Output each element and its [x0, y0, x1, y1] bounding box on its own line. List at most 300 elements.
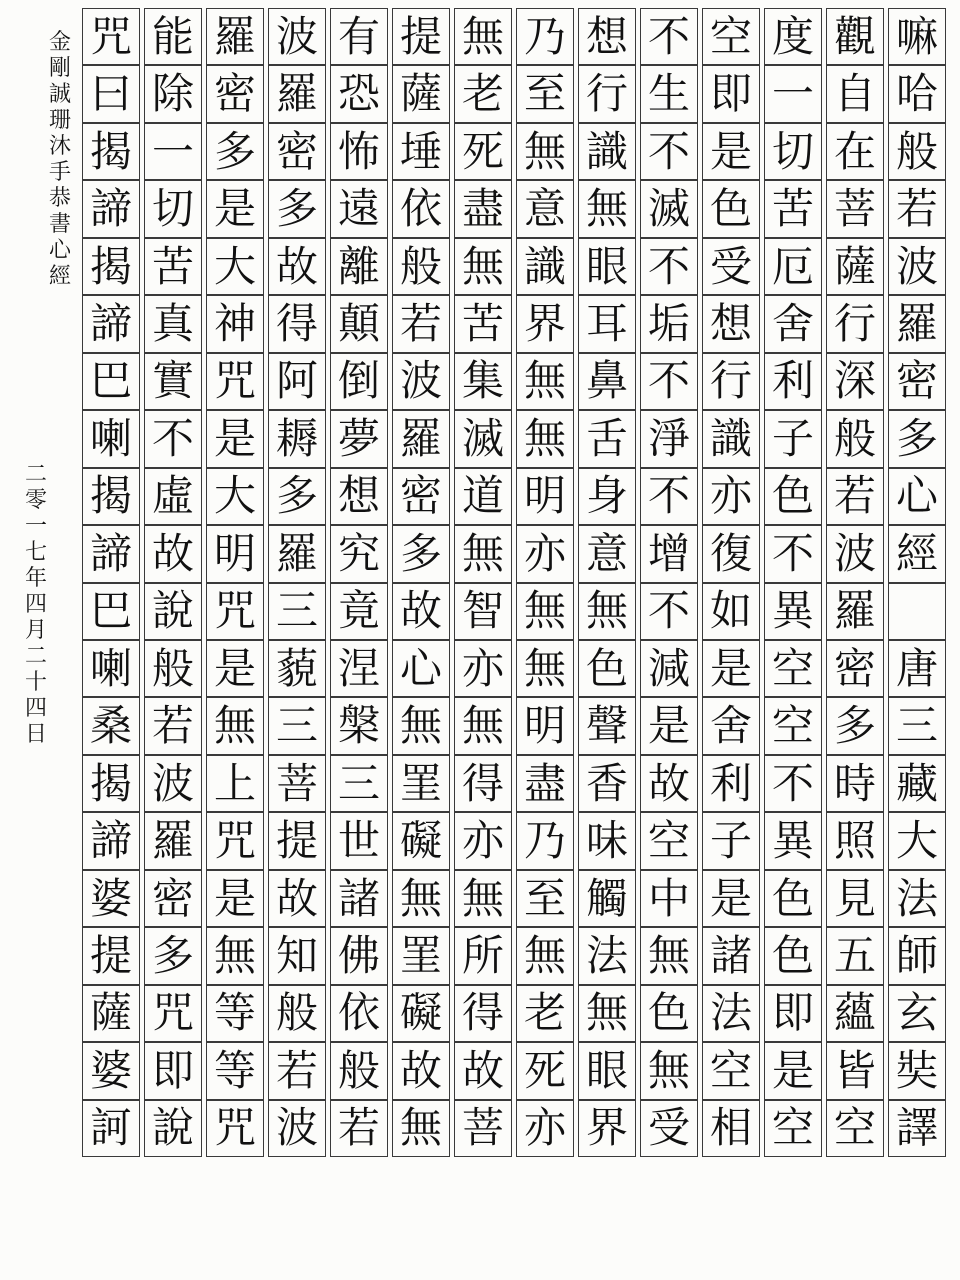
- grid-cell: 法: [578, 927, 636, 984]
- grid-cell: 子: [702, 812, 760, 869]
- grid-cell: 集: [454, 353, 512, 410]
- grid-cell: 能: [144, 8, 202, 65]
- grid-column: [702, 8, 760, 1272]
- grid-cell: 乃: [516, 812, 574, 869]
- grid-column: [888, 8, 946, 1272]
- grid-cell: 大: [206, 238, 264, 295]
- grid-cell: 異: [764, 583, 822, 640]
- grid-column: [764, 8, 822, 1272]
- grid-cell: 時: [826, 755, 884, 812]
- grid-cell: 唐: [888, 640, 946, 697]
- grid-cell: 說: [144, 1100, 202, 1157]
- grid-cell: 等: [206, 1042, 264, 1099]
- grid-cell: 苦: [764, 180, 822, 237]
- grid-cell: 咒: [82, 8, 140, 65]
- grid-cell: 咒: [206, 1100, 264, 1157]
- grid-cell: 多: [392, 525, 450, 582]
- grid-cell: 喇: [82, 640, 140, 697]
- grid-cell: 波: [392, 353, 450, 410]
- grid-cell: 若: [268, 1042, 326, 1099]
- grid-cell: 般: [330, 1042, 388, 1099]
- grid-cell: 不: [640, 238, 698, 295]
- grid-cell: 依: [392, 180, 450, 237]
- grid-cell: 色: [764, 468, 822, 525]
- grid-cell: 若: [826, 468, 884, 525]
- grid-cell: [888, 583, 946, 640]
- grid-cell: 是: [206, 870, 264, 927]
- grid-cell: 亦: [454, 640, 512, 697]
- grid-cell: 眼: [578, 238, 636, 295]
- grid-cell: 亦: [516, 525, 574, 582]
- grid-cell: 菩: [268, 755, 326, 812]
- grid-cell: 般: [826, 410, 884, 467]
- grid-cell: 奘: [888, 1042, 946, 1099]
- grid-cell: 色: [578, 640, 636, 697]
- grid-cell: 意: [516, 180, 574, 237]
- grid-cell: 譯: [888, 1100, 946, 1157]
- signature-char: 金: [48, 30, 71, 55]
- grid-cell: 密: [268, 123, 326, 180]
- grid-cell: 法: [702, 985, 760, 1042]
- grid-cell: 故: [392, 583, 450, 640]
- signature-char: 誠: [48, 82, 71, 107]
- grid-cell: 老: [516, 985, 574, 1042]
- grid-column: [578, 8, 636, 1272]
- grid-cell: 無: [454, 238, 512, 295]
- grid-cell: 藏: [888, 755, 946, 812]
- grid-cell: 罣: [392, 755, 450, 812]
- grid-cell: 切: [764, 123, 822, 180]
- grid-cell: 不: [764, 525, 822, 582]
- grid-cell: 盡: [516, 755, 574, 812]
- grid-cell: 曰: [82, 65, 140, 122]
- signature-char: 手: [48, 160, 71, 185]
- signature-char: 二: [24, 462, 47, 487]
- grid-cell: 真: [144, 295, 202, 352]
- signature-char: 零: [24, 488, 47, 513]
- grid-cell: 不: [640, 353, 698, 410]
- grid-cell: 照: [826, 812, 884, 869]
- grid-cell: 實: [144, 353, 202, 410]
- grid-cell: 是: [702, 123, 760, 180]
- grid-cell: 恐: [330, 65, 388, 122]
- grid-cell: 無: [516, 410, 574, 467]
- grid-cell: 所: [454, 927, 512, 984]
- grid-cell: 密: [826, 640, 884, 697]
- grid-cell: 桑: [82, 697, 140, 754]
- grid-cell: 無: [392, 697, 450, 754]
- grid-cell: 波: [144, 755, 202, 812]
- grid-cell: 提: [392, 8, 450, 65]
- grid-cell: 故: [144, 525, 202, 582]
- grid-cell: 無: [516, 640, 574, 697]
- signature-char: 一: [24, 514, 47, 539]
- grid-cell: 無: [454, 870, 512, 927]
- grid-cell: 空: [764, 697, 822, 754]
- grid-cell: 心: [888, 468, 946, 525]
- grid-cell: 羅: [268, 525, 326, 582]
- grid-cell: 老: [454, 65, 512, 122]
- grid-cell: 三: [268, 583, 326, 640]
- grid-cell: 識: [702, 410, 760, 467]
- signature-block: [26, 30, 70, 1270]
- grid-cell: 遠: [330, 180, 388, 237]
- grid-cell: 行: [702, 353, 760, 410]
- grid-cell: 竟: [330, 583, 388, 640]
- grid-cell: 波: [826, 525, 884, 582]
- grid-cell: 故: [392, 1042, 450, 1099]
- grid-cell: 波: [268, 1100, 326, 1157]
- grid-column: [454, 8, 512, 1272]
- grid-column: [826, 8, 884, 1272]
- signature-line-date: [24, 462, 48, 748]
- grid-cell: 礙: [392, 812, 450, 869]
- grid-cell: 明: [206, 525, 264, 582]
- grid-cell: 無: [454, 697, 512, 754]
- grid-cell: 揭: [82, 123, 140, 180]
- grid-cell: 五: [826, 927, 884, 984]
- grid-cell: 觀: [826, 8, 884, 65]
- grid-cell: 受: [702, 238, 760, 295]
- grid-cell: 般: [144, 640, 202, 697]
- grid-cell: 揭: [82, 755, 140, 812]
- grid-cell: 見: [826, 870, 884, 927]
- grid-column: [268, 8, 326, 1272]
- grid-cell: 香: [578, 755, 636, 812]
- grid-cell: 淨: [640, 410, 698, 467]
- grid-cell: 羅: [888, 295, 946, 352]
- grid-cell: 亦: [454, 812, 512, 869]
- grid-cell: 法: [888, 870, 946, 927]
- grid-cell: 諦: [82, 525, 140, 582]
- grid-cell: 羅: [392, 410, 450, 467]
- grid-cell: 玄: [888, 985, 946, 1042]
- grid-cell: 明: [516, 468, 574, 525]
- grid-cell: 即: [144, 1042, 202, 1099]
- signature-char: 十: [24, 670, 47, 695]
- grid-cell: 想: [330, 468, 388, 525]
- grid-cell: 異: [764, 812, 822, 869]
- grid-cell: 密: [392, 468, 450, 525]
- signature-char: 日: [24, 722, 47, 747]
- grid-cell: 般: [888, 123, 946, 180]
- grid-cell: 鼻: [578, 353, 636, 410]
- grid-cell: 提: [268, 812, 326, 869]
- grid-cell: 色: [702, 180, 760, 237]
- signature-char: 年: [24, 566, 47, 591]
- signature-char: 剛: [48, 56, 71, 81]
- grid-cell: 揭: [82, 468, 140, 525]
- grid-cell: 諦: [82, 295, 140, 352]
- signature-char: 書: [48, 212, 71, 237]
- grid-cell: 死: [454, 123, 512, 180]
- grid-cell: 知: [268, 927, 326, 984]
- signature-char: 恭: [48, 186, 71, 211]
- grid-cell: 耨: [268, 410, 326, 467]
- grid-cell: 界: [578, 1100, 636, 1157]
- grid-cell: 想: [702, 295, 760, 352]
- signature-char: 四: [24, 696, 47, 721]
- grid-cell: 菩: [454, 1100, 512, 1157]
- grid-column: [392, 8, 450, 1272]
- grid-cell: 離: [330, 238, 388, 295]
- grid-cell: 婆: [82, 870, 140, 927]
- grid-cell: 識: [516, 238, 574, 295]
- grid-cell: 行: [826, 295, 884, 352]
- grid-cell: 般: [268, 985, 326, 1042]
- grid-cell: 不: [764, 755, 822, 812]
- grid-cell: 蘊: [826, 985, 884, 1042]
- grid-cell: 依: [330, 985, 388, 1042]
- grid-cell: 師: [888, 927, 946, 984]
- grid-cell: 心: [392, 640, 450, 697]
- grid-cell: 無: [578, 180, 636, 237]
- grid-cell: 諦: [82, 812, 140, 869]
- grid-cell: 羅: [144, 812, 202, 869]
- grid-cell: 盡: [454, 180, 512, 237]
- grid-cell: 想: [578, 8, 636, 65]
- grid-cell: 眼: [578, 1042, 636, 1099]
- signature-char: 心: [48, 238, 71, 263]
- grid-cell: 空: [764, 640, 822, 697]
- grid-cell: 死: [516, 1042, 574, 1099]
- grid-cell: 至: [516, 65, 574, 122]
- grid-cell: 無: [206, 697, 264, 754]
- grid-cell: 倒: [330, 353, 388, 410]
- grid-cell: 不: [640, 468, 698, 525]
- grid-cell: 密: [206, 65, 264, 122]
- grid-cell: 不: [640, 8, 698, 65]
- grid-cell: 不: [640, 123, 698, 180]
- grid-cell: 空: [702, 8, 760, 65]
- grid-cell: 無: [516, 927, 574, 984]
- grid-cell: 羅: [826, 583, 884, 640]
- grid-cell: 薩: [82, 985, 140, 1042]
- character-grid: [80, 8, 950, 1272]
- grid-cell: 子: [764, 410, 822, 467]
- grid-cell: 多: [206, 123, 264, 180]
- grid-cell: 味: [578, 812, 636, 869]
- grid-cell: 罣: [392, 927, 450, 984]
- grid-cell: 得: [454, 985, 512, 1042]
- grid-cell: 色: [640, 985, 698, 1042]
- signature-char: 珊: [48, 108, 71, 133]
- grid-cell: 空: [702, 1042, 760, 1099]
- grid-column: [640, 8, 698, 1272]
- grid-cell: 波: [888, 238, 946, 295]
- signature-char: 沐: [48, 134, 71, 159]
- grid-cell: 虛: [144, 468, 202, 525]
- grid-cell: 哈: [888, 65, 946, 122]
- grid-cell: 得: [268, 295, 326, 352]
- grid-cell: 深: [826, 353, 884, 410]
- grid-cell: 上: [206, 755, 264, 812]
- grid-cell: 相: [702, 1100, 760, 1157]
- grid-cell: 婆: [82, 1042, 140, 1099]
- grid-cell: 多: [826, 697, 884, 754]
- grid-cell: 涅: [330, 640, 388, 697]
- grid-cell: 是: [206, 180, 264, 237]
- grid-cell: 減: [640, 640, 698, 697]
- grid-cell: 亦: [702, 468, 760, 525]
- grid-cell: 故: [454, 1042, 512, 1099]
- grid-cell: 礙: [392, 985, 450, 1042]
- grid-cell: 密: [144, 870, 202, 927]
- grid-cell: 三: [330, 755, 388, 812]
- grid-cell: 無: [206, 927, 264, 984]
- grid-cell: 無: [454, 8, 512, 65]
- grid-cell: 若: [392, 295, 450, 352]
- grid-cell: 多: [268, 468, 326, 525]
- grid-cell: 身: [578, 468, 636, 525]
- grid-cell: 利: [702, 755, 760, 812]
- grid-cell: 至: [516, 870, 574, 927]
- grid-cell: 無: [640, 927, 698, 984]
- grid-cell: 無: [640, 1042, 698, 1099]
- grid-cell: 明: [516, 697, 574, 754]
- grid-cell: 薩: [826, 238, 884, 295]
- grid-cell: 若: [330, 1100, 388, 1157]
- grid-cell: 生: [640, 65, 698, 122]
- grid-cell: 多: [144, 927, 202, 984]
- grid-cell: 滅: [640, 180, 698, 237]
- grid-cell: 空: [764, 1100, 822, 1157]
- grid-cell: 密: [888, 353, 946, 410]
- grid-cell: 苦: [454, 295, 512, 352]
- grid-cell: 不: [640, 583, 698, 640]
- grid-cell: 厄: [764, 238, 822, 295]
- grid-cell: 故: [268, 238, 326, 295]
- grid-cell: 佛: [330, 927, 388, 984]
- grid-cell: 舍: [702, 697, 760, 754]
- grid-column: [206, 8, 264, 1272]
- grid-cell: 無: [578, 985, 636, 1042]
- grid-cell: 說: [144, 583, 202, 640]
- grid-cell: 行: [578, 65, 636, 122]
- grid-cell: 舌: [578, 410, 636, 467]
- grid-cell: 諸: [702, 927, 760, 984]
- grid-cell: 是: [206, 640, 264, 697]
- grid-cell: 三: [888, 697, 946, 754]
- grid-cell: 無: [392, 870, 450, 927]
- grid-cell: 在: [826, 123, 884, 180]
- grid-cell: 不: [144, 410, 202, 467]
- grid-cell: 無: [516, 353, 574, 410]
- grid-cell: 受: [640, 1100, 698, 1157]
- grid-cell: 是: [702, 640, 760, 697]
- grid-cell: 訶: [82, 1100, 140, 1157]
- grid-cell: 垢: [640, 295, 698, 352]
- grid-cell: 色: [764, 870, 822, 927]
- grid-cell: 羅: [268, 65, 326, 122]
- grid-cell: 有: [330, 8, 388, 65]
- grid-cell: 三: [268, 697, 326, 754]
- grid-cell: 顛: [330, 295, 388, 352]
- grid-cell: 度: [764, 8, 822, 65]
- grid-cell: 埵: [392, 123, 450, 180]
- grid-cell: 自: [826, 65, 884, 122]
- grid-cell: 滅: [454, 410, 512, 467]
- grid-cell: 色: [764, 927, 822, 984]
- grid-cell: 故: [268, 870, 326, 927]
- grid-cell: 多: [268, 180, 326, 237]
- grid-cell: 無: [516, 583, 574, 640]
- grid-cell: 怖: [330, 123, 388, 180]
- grid-cell: 阿: [268, 353, 326, 410]
- grid-cell: 即: [764, 985, 822, 1042]
- grid-cell: 識: [578, 123, 636, 180]
- grid-cell: 乃: [516, 8, 574, 65]
- grid-cell: 道: [454, 468, 512, 525]
- grid-cell: 除: [144, 65, 202, 122]
- grid-cell: 如: [702, 583, 760, 640]
- grid-cell: 增: [640, 525, 698, 582]
- grid-cell: 意: [578, 525, 636, 582]
- grid-cell: 即: [702, 65, 760, 122]
- grid-cell: 波: [268, 8, 326, 65]
- grid-cell: 揭: [82, 238, 140, 295]
- grid-column: [144, 8, 202, 1272]
- grid-cell: 巴: [82, 353, 140, 410]
- signature-char: 經: [48, 264, 71, 289]
- grid-cell: 故: [640, 755, 698, 812]
- grid-cell: 咒: [206, 583, 264, 640]
- grid-cell: 無: [516, 123, 574, 180]
- grid-cell: 皆: [826, 1042, 884, 1099]
- grid-cell: 諦: [82, 180, 140, 237]
- grid-cell: 空: [640, 812, 698, 869]
- grid-cell: 薩: [392, 65, 450, 122]
- grid-cell: 得: [454, 755, 512, 812]
- grid-cell: 中: [640, 870, 698, 927]
- grid-column: [330, 8, 388, 1272]
- grid-cell: 多: [888, 410, 946, 467]
- grid-cell: 神: [206, 295, 264, 352]
- grid-cell: 等: [206, 985, 264, 1042]
- grid-cell: 若: [144, 697, 202, 754]
- grid-cell: 舍: [764, 295, 822, 352]
- grid-cell: 菩: [826, 180, 884, 237]
- grid-cell: 聲: [578, 697, 636, 754]
- grid-cell: 空: [826, 1100, 884, 1157]
- grid-cell: 諸: [330, 870, 388, 927]
- grid-cell: 觸: [578, 870, 636, 927]
- grid-cell: 藐: [268, 640, 326, 697]
- grid-cell: 大: [206, 468, 264, 525]
- grid-column: [516, 8, 574, 1272]
- grid-cell: 般: [392, 238, 450, 295]
- signature-line-author: [48, 30, 72, 290]
- grid-cell: 界: [516, 295, 574, 352]
- grid-cell: 一: [764, 65, 822, 122]
- grid-cell: 無: [454, 525, 512, 582]
- grid-cell: 究: [330, 525, 388, 582]
- signature-char: 七: [24, 540, 47, 565]
- grid-cell: 是: [702, 870, 760, 927]
- grid-column: [82, 8, 140, 1272]
- grid-cell: 無: [392, 1100, 450, 1157]
- grid-cell: 嘛: [888, 8, 946, 65]
- grid-cell: 夢: [330, 410, 388, 467]
- grid-cell: 是: [206, 410, 264, 467]
- grid-cell: 耳: [578, 295, 636, 352]
- grid-cell: 切: [144, 180, 202, 237]
- signature-char: 月: [24, 618, 47, 643]
- grid-cell: 苦: [144, 238, 202, 295]
- grid-cell: 咒: [144, 985, 202, 1042]
- grid-cell: 咒: [206, 812, 264, 869]
- grid-cell: 是: [640, 697, 698, 754]
